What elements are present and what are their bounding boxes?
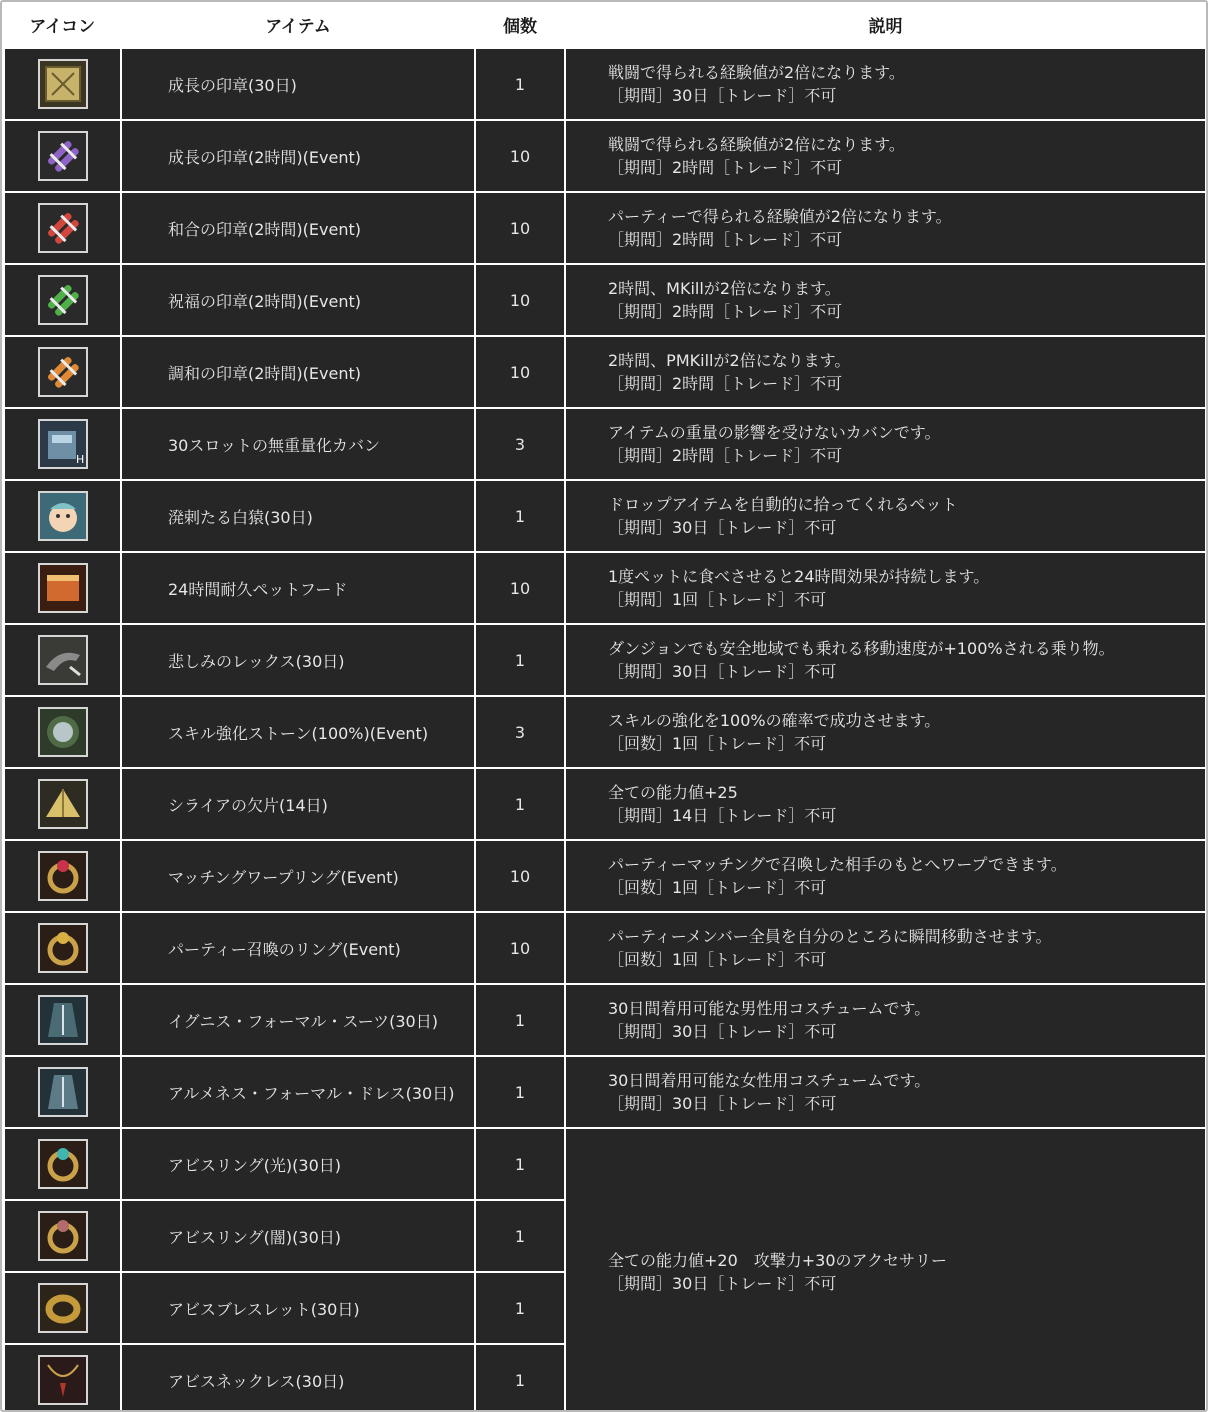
table-row (4, 840, 1206, 912)
item-description (565, 120, 1206, 192)
item-icon-cell (4, 768, 121, 840)
table-row (4, 408, 1206, 480)
item-description (565, 408, 1206, 480)
table-row (4, 264, 1206, 336)
description-line: 戦闘で得られる経験値が2倍になります。 (608, 63, 905, 82)
item-name: 成長の印章(2時間)(Event) (121, 120, 475, 192)
item-qty: 10 (475, 912, 565, 984)
table-row (4, 1128, 1206, 1200)
item-name: スキル強化ストーン(100%)(Event) (121, 696, 475, 768)
description-line: ドロップアイテムを自動的に拾ってくれるペット (608, 495, 958, 514)
item-qty: 1 (475, 1272, 565, 1344)
item-icon-cell (4, 192, 121, 264)
item-description (565, 48, 1206, 120)
table-row (4, 984, 1206, 1056)
description-line: 30日間着用可能な女性用コスチュームです。 (608, 1071, 931, 1090)
abyss-bracelet-icon (38, 1283, 88, 1333)
table-row (4, 624, 1206, 696)
skill-stone-icon (38, 707, 88, 757)
item-name: 溌剌たる白猿(30日) (121, 480, 475, 552)
description-line: アイテムの重量の影響を受けないカバンです。 (608, 423, 941, 442)
item-qty: 10 (475, 552, 565, 624)
abyss-necklace-icon (38, 1355, 88, 1405)
item-qty: 3 (475, 696, 565, 768)
item-icon-cell (4, 408, 121, 480)
table-row (4, 696, 1206, 768)
table-row (4, 192, 1206, 264)
description-line: 戦闘で得られる経験値が2倍になります。 (608, 135, 905, 154)
description-line: パーティーで得られる経験値が2倍になります。 (608, 207, 952, 226)
item-name: アビスブレスレット(30日) (121, 1272, 475, 1344)
item-description (565, 1056, 1206, 1128)
item-icon-cell (4, 264, 121, 336)
firecracker-purple-icon (38, 131, 88, 181)
description-line: パーティーメンバー全員を自分のところに瞬間移動させます。 (608, 927, 1052, 946)
description-terms: ［期間］14日［トレード］不可 (608, 806, 837, 825)
item-qty: 10 (475, 840, 565, 912)
item-name: 30スロットの無重量化カバン (121, 408, 475, 480)
item-name: アビスネックレス(30日) (121, 1344, 475, 1412)
item-qty: 1 (475, 480, 565, 552)
pet-food-box-icon (38, 563, 88, 613)
description-terms: ［期間］30日［トレード］不可 (608, 518, 837, 537)
item-name: 悲しみのレックス(30日) (121, 624, 475, 696)
item-description (565, 264, 1206, 336)
item-qty: 1 (475, 1056, 565, 1128)
description-line: 2時間、MKillが2倍になります。 (608, 279, 841, 298)
item-description (565, 552, 1206, 624)
header-item: アイテム (121, 2, 475, 48)
description-line: 1度ペットに食べさせると24時間効果が持続します。 (608, 567, 990, 586)
item-icon-cell (4, 1200, 121, 1272)
item-description (565, 480, 1206, 552)
abyss-ring-light-icon (38, 1139, 88, 1189)
description-terms: ［回数］1回［トレード］不可 (608, 950, 827, 969)
description-line: 全ての能力値+20 攻撃力+30のアクセサリー (608, 1251, 948, 1270)
item-qty: 1 (475, 48, 565, 120)
table-row (4, 552, 1206, 624)
abyss-ring-dark-icon (38, 1211, 88, 1261)
description-line: 30日間着用可能な男性用コスチュームです。 (608, 999, 931, 1018)
description-line: 全ての能力値+25 (608, 783, 738, 802)
description-terms: ［期間］30日［トレード］不可 (608, 1094, 837, 1113)
description-terms: ［回数］1回［トレード］不可 (608, 734, 827, 753)
description-terms: ［期間］2時間［トレード］不可 (608, 230, 843, 249)
description-terms: ［期間］30日［トレード］不可 (608, 86, 837, 105)
item-description (565, 768, 1206, 840)
item-qty: 1 (475, 1200, 565, 1272)
item-name: アルメネス・フォーマル・ドレス(30日) (121, 1056, 475, 1128)
item-name: イグニス・フォーマル・スーツ(30日) (121, 984, 475, 1056)
header-qty: 個数 (475, 2, 565, 48)
item-icon-cell (4, 48, 121, 120)
description-terms: ［期間］2時間［トレード］不可 (608, 158, 843, 177)
item-table (3, 2, 1207, 1412)
header-desc: 説明 (565, 2, 1206, 48)
item-icon-cell (4, 120, 121, 192)
item-description (565, 624, 1206, 696)
table-row (4, 768, 1206, 840)
table-row (4, 336, 1206, 408)
table-row (4, 120, 1206, 192)
item-qty: 3 (475, 408, 565, 480)
description-terms: ［期間］30日［トレード］不可 (608, 1274, 837, 1293)
item-qty: 1 (475, 624, 565, 696)
description-terms: ［回数］1回［トレード］不可 (608, 878, 827, 897)
description-terms: ［期間］2時間［トレード］不可 (608, 302, 843, 321)
item-icon-cell (4, 912, 121, 984)
item-name: アビスリング(光)(30日) (121, 1128, 475, 1200)
description-line: ダンジョンでも安全地域でも乗れる移動速度が+100%される乗り物。 (608, 639, 1115, 658)
item-name: 成長の印章(30日) (121, 48, 475, 120)
firecracker-orange-icon (38, 347, 88, 397)
item-icon-cell (4, 1128, 121, 1200)
item-description (565, 912, 1206, 984)
table-row (4, 1056, 1206, 1128)
item-icon-cell (4, 1272, 121, 1344)
seal-gold-tile-icon (38, 59, 88, 109)
description-terms: ［期間］1回［トレード］不可 (608, 590, 827, 609)
table-row (4, 480, 1206, 552)
abyss-set-description (565, 1128, 1206, 1412)
table-header-row (4, 2, 1206, 48)
ruby-ring-icon (38, 851, 88, 901)
item-qty: 10 (475, 120, 565, 192)
item-qty: 1 (475, 768, 565, 840)
table-body (4, 48, 1206, 1412)
item-icon-cell (4, 696, 121, 768)
item-description (565, 336, 1206, 408)
item-qty: 1 (475, 984, 565, 1056)
item-icon-cell (4, 984, 121, 1056)
item-qty: 10 (475, 192, 565, 264)
description-terms: ［期間］30日［トレード］不可 (608, 1022, 837, 1041)
description-terms: ［期間］2時間［トレード］不可 (608, 374, 843, 393)
item-icon-cell (4, 552, 121, 624)
firecracker-red-icon (38, 203, 88, 253)
item-icon-cell (4, 840, 121, 912)
firecracker-green-icon (38, 275, 88, 325)
item-qty: 1 (475, 1344, 565, 1412)
description-line: パーティーマッチングで召喚した相手のもとへワープできます。 (608, 855, 1067, 874)
description-terms: ［期間］30日［トレード］不可 (608, 662, 837, 681)
weightless-bag-icon (38, 419, 88, 469)
monkey-pet-icon (38, 491, 88, 541)
formal-dress-icon (38, 1067, 88, 1117)
item-description (565, 984, 1206, 1056)
item-name: アビスリング(闇)(30日) (121, 1200, 475, 1272)
item-qty: 1 (475, 1128, 565, 1200)
table-row (4, 912, 1206, 984)
item-name: パーティー召喚のリング(Event) (121, 912, 475, 984)
item-name: 祝福の印章(2時間)(Event) (121, 264, 475, 336)
item-icon-cell (4, 336, 121, 408)
item-icon-cell (4, 1056, 121, 1128)
svg-text:H: H (75, 453, 84, 466)
mount-rex-icon (38, 635, 88, 685)
formal-suit-icon (38, 995, 88, 1045)
description-line: 2時間、PMKillが2倍になります。 (608, 351, 851, 370)
item-qty: 10 (475, 336, 565, 408)
pyramid-shard-icon (38, 779, 88, 829)
item-icon-cell (4, 480, 121, 552)
item-name: 24時間耐久ペットフード (121, 552, 475, 624)
description-line: スキルの強化を100%の確率で成功させます。 (608, 711, 941, 730)
item-name: マッチングワープリング(Event) (121, 840, 475, 912)
item-description (565, 192, 1206, 264)
item-icon-cell (4, 624, 121, 696)
item-name: 和合の印章(2時間)(Event) (121, 192, 475, 264)
header-icon: アイコン (4, 2, 121, 48)
description-terms: ［期間］2時間［トレード］不可 (608, 446, 843, 465)
item-icon-cell (4, 1344, 121, 1412)
item-name: シライアの欠片(14日) (121, 768, 475, 840)
gold-ring-icon (38, 923, 88, 973)
table-row (4, 48, 1206, 120)
item-description (565, 840, 1206, 912)
item-name: 調和の印章(2時間)(Event) (121, 336, 475, 408)
item-qty: 10 (475, 264, 565, 336)
item-description (565, 696, 1206, 768)
